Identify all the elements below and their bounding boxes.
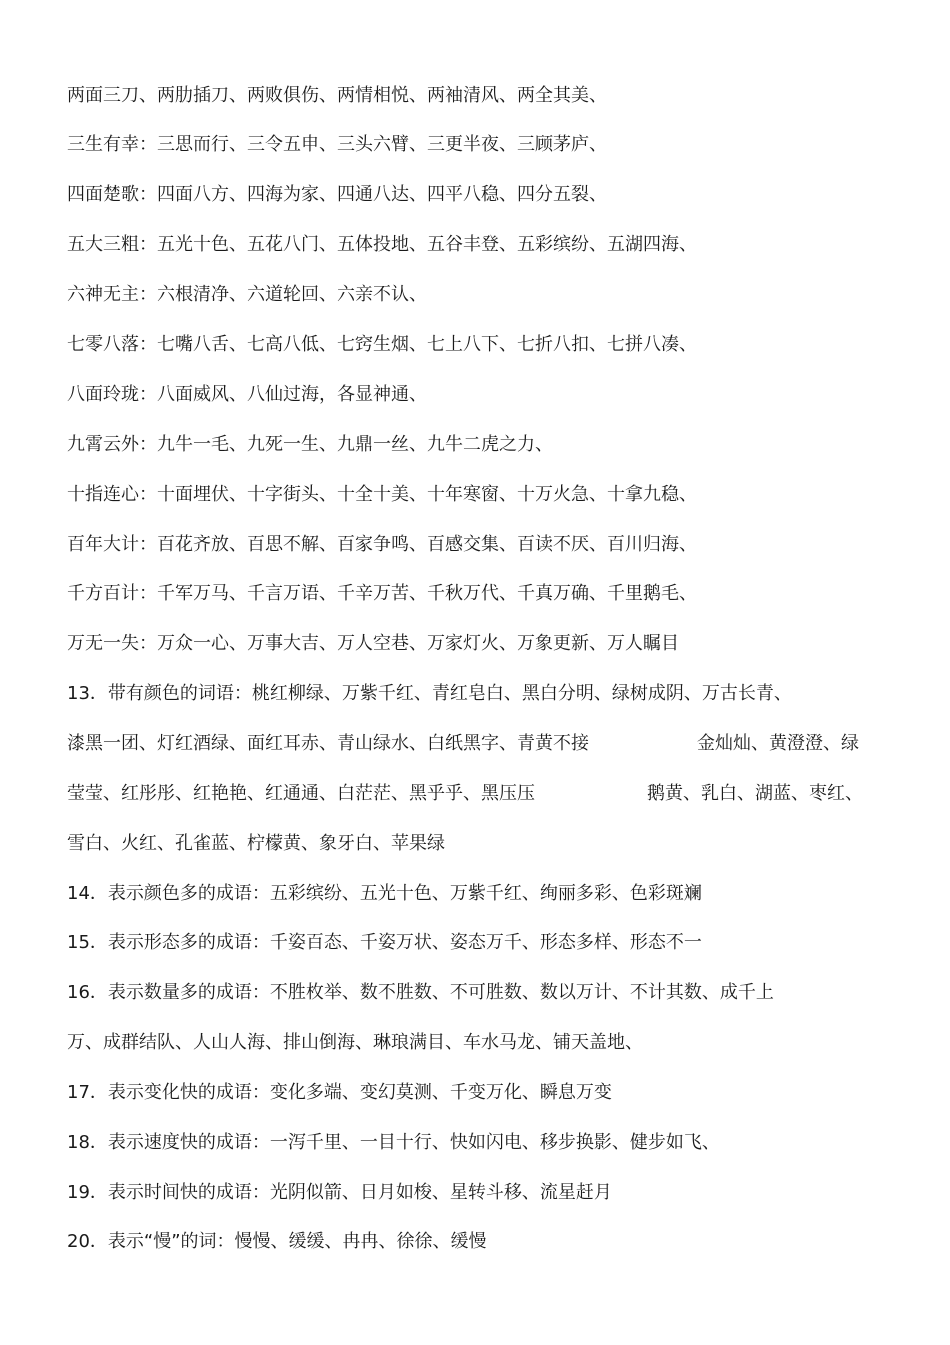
text-line: 三生有幸：三思而行、三令五申、三头六臂、三更半夜、三顾茅庐、 (67, 134, 607, 155)
text-line: 千方百计：千军万马、千言万语、千辛万苦、千秋万代、千真万确、千里鹅毛、 (67, 583, 697, 604)
text-line: 13．带有颜色的词语：桃红柳绿、万紫千红、青红皂白、黑白分明、绿树成阴、万古长青、 (67, 683, 792, 704)
text-line: 四面楚歌：四面八方、四海为家、四通八达、四平八稳、四分五裂、 (67, 184, 607, 205)
text-line: 十指连心：十面埋伏、十字街头、十全十美、十年寒窗、十万火急、十拿九稳、 (67, 484, 697, 505)
text-segment: 莹莹、红彤彤、红艳艳、红通通、白茫茫、黑乎乎、黑压压 (67, 783, 535, 804)
text-line: 雪白、火红、孔雀蓝、柠檬黄、象牙白、苹果绿 (67, 833, 445, 854)
text-line (67, 781, 887, 807)
text-segment: 金灿灿、黄澄澄、绿 (697, 733, 859, 754)
text-line: 九霄云外：九牛一毛、九死一生、九鼎一丝、九牛二虎之力、 (67, 434, 553, 455)
text-line (67, 731, 887, 757)
text-segment: 漆黑一团、灯红酒绿、面红耳赤、青山绿水、白纸黑字、青黄不接 (67, 733, 589, 754)
text-line: 15．表示形态多的成语：千姿百态、千姿万状、姿态万千、形态多样、形态不一 (67, 932, 702, 953)
text-line: 20．表示“慢”的词：慢慢、缓缓、冉冉、徐徐、缓慢 (67, 1231, 487, 1252)
text-line: 17．表示变化快的成语：变化多端、变幻莫测、千变万化、瞬息万变 (67, 1082, 612, 1103)
text-line: 19．表示时间快的成语：光阴似箭、日月如梭、星转斗移、流星赶月 (67, 1182, 612, 1203)
text-line: 万无一失：万众一心、万事大吉、万人空巷、万家灯火、万象更新、万人瞩目 (67, 633, 679, 654)
text-line: 六神无主：六根清净、六道轮回、六亲不认、 (67, 284, 427, 305)
text-line: 五大三粗：五光十色、五花八门、五体投地、五谷丰登、五彩缤纷、五湖四海、 (67, 234, 697, 255)
text-line: 百年大计：百花齐放、百思不解、百家争鸣、百感交集、百读不厌、百川归海、 (67, 534, 697, 555)
text-line: 八面玲珑：八面威风、八仙过海，各显神通、 (67, 384, 427, 405)
text-line: 七零八落：七嘴八舌、七高八低、七窍生烟、七上八下、七折八扣、七拼八凑、 (67, 334, 697, 355)
text-line: 16．表示数量多的成语：不胜枚举、数不胜数、不可胜数、数以万计、不计其数、成千上 (67, 982, 774, 1003)
text-line: 万、成群结队、人山人海、排山倒海、琳琅满目、车水马龙、铺天盖地、 (67, 1032, 643, 1053)
text-line: 14．表示颜色多的成语：五彩缤纷、五光十色、万紫千红、绚丽多彩、色彩斑斓 (67, 883, 702, 904)
text-segment: 鹅黄、乳白、湖蓝、枣红、 (647, 783, 863, 804)
text-line: 两面三刀、两肋插刀、两败俱伤、两情相悦、两袖清风、两全其美、 (67, 85, 607, 106)
text-line: 18．表示速度快的成语：一泻千里、一目十行、快如闪电、移步换影、健步如飞、 (67, 1132, 720, 1153)
